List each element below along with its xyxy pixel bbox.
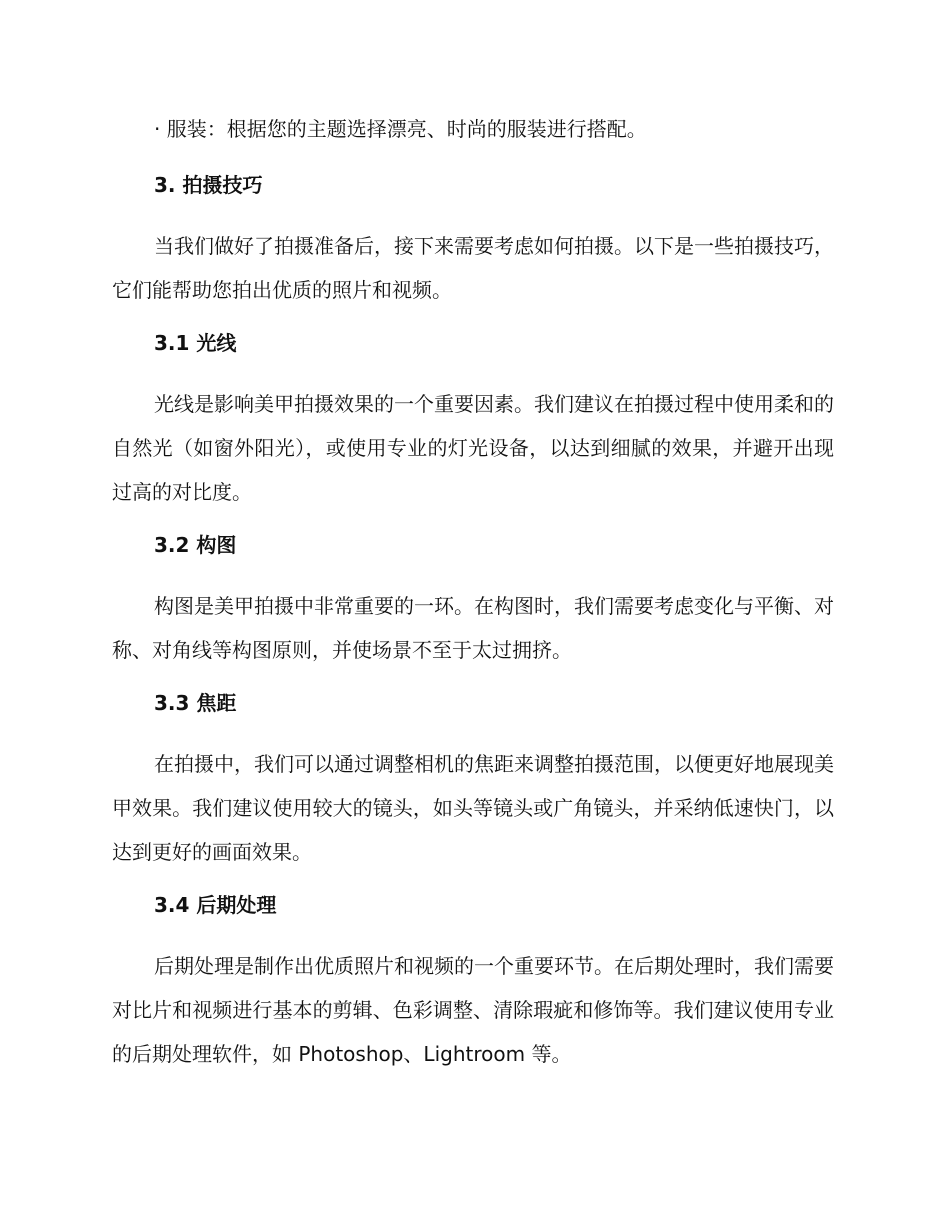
section-3-3-body: 在拍摄中，我们可以通过调整相机的焦距来调整拍摄范围，以便更好地展现美甲效果。我们建议使用较大的镜头，如头等镜头或广角镜头，并采纳低速快门，以达到更好的画面效果。 — [112, 752, 834, 864]
section-3-2-body: 构图是美甲拍摄中非常重要的一环。在构图时，我们需要考虑变化与平衡、对称、对角线等构图原则，并使场景不至于太过拥挤。 — [112, 594, 834, 662]
section-3-intro: 当我们做好了拍摄准备后，接下来需要考虑如何拍摄。以下是一些拍摄技巧，它们能帮助您拍出优质的照片和视频。 — [112, 234, 834, 302]
section-heading-3-2: 3.2 构图 — [154, 533, 237, 557]
section-3-1-body: 光线是影响美甲拍摄效果的一个重要因素。我们建议在拍摄过程中使用柔和的自然光（如窗外阳光），或使用专业的灯光设备，以达到细腻的效果，并避开出现过高的对比度。 — [112, 392, 834, 504]
document-content — [112, 112, 834, 1090]
bullet-clothing: · 服装：根据您的主题选择漂亮、时尚的服装进行搭配。 — [154, 117, 647, 141]
section-heading-3-3: 3.3 焦距 — [154, 691, 237, 715]
section-heading-3-4: 3.4 后期处理 — [154, 893, 277, 917]
section-heading-3: 3. 拍摄技巧 — [154, 173, 263, 197]
section-heading-3-1: 3.1 光线 — [154, 331, 237, 355]
section-3-4-body: 后期处理是制作出优质照片和视频的一个重要环节。在后期处理时，我们需要对比片和视频进行基本的剪辑、色彩调整、清除瑕疵和修饰等。我们建议使用专业的后期处理软件，如 Photoshop、Lightroom 等。 — [112, 954, 834, 1066]
